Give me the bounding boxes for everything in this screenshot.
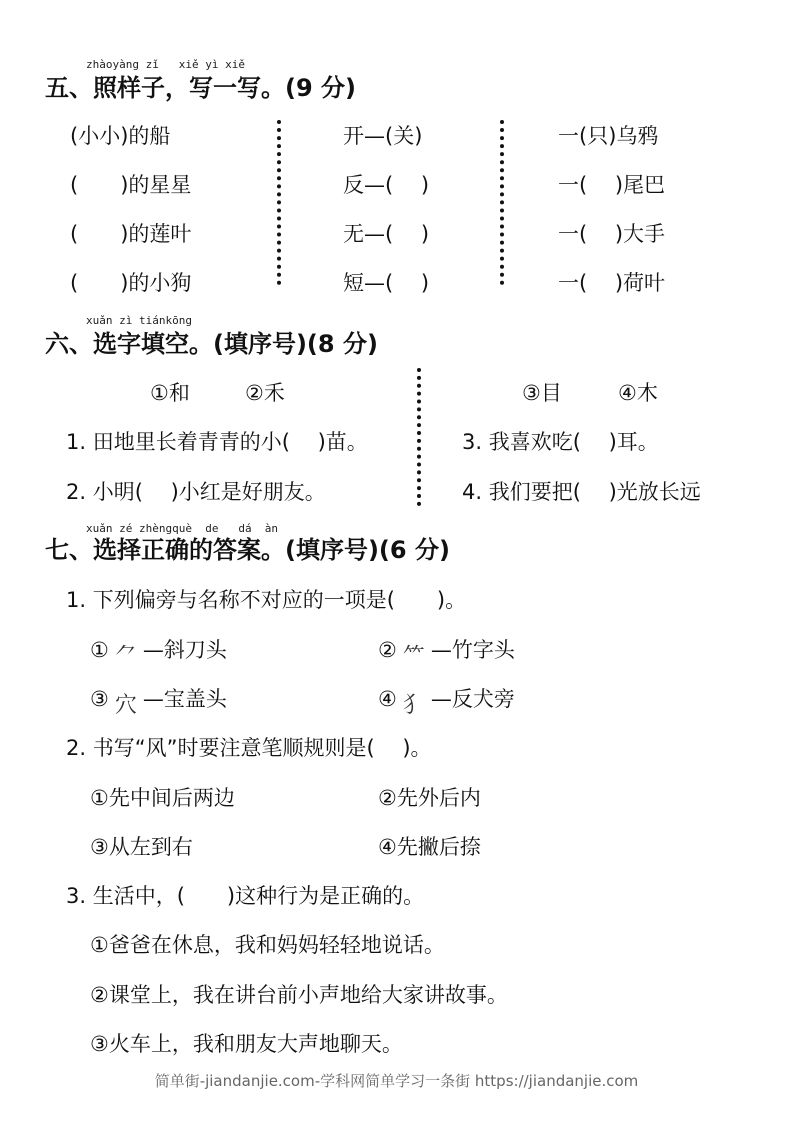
option-label: —竹字头: [430, 638, 515, 662]
dotted-divider: [277, 120, 281, 285]
option: ③目: [522, 381, 562, 405]
s5-item: 反—( ): [343, 173, 430, 197]
option-number: ③: [90, 687, 109, 711]
s5-item: ( )的星星: [70, 173, 192, 197]
s5-item: 一( )大手: [558, 222, 666, 246]
option: ①和: [150, 381, 190, 405]
option: [378, 637, 515, 670]
option-number: ②: [378, 638, 397, 662]
option: [378, 686, 515, 719]
radical-image: 穴: [114, 693, 137, 718]
option: ①先中间后两边: [90, 786, 235, 810]
question: 3. 生活中，( )这种行为是正确的。: [66, 884, 425, 908]
option: [90, 637, 227, 670]
question: 1. 下列偏旁与名称不对应的一项是( )。: [66, 588, 467, 612]
option: ②先外后内: [378, 786, 481, 810]
option-number: ①: [90, 638, 109, 662]
option-label: —宝盖头: [142, 687, 227, 711]
question: 3. 我喜欢吃( )耳。: [462, 430, 659, 454]
radical-image: ⺈: [114, 644, 137, 669]
section5-pinyin: zhàoyàng zǐ xiě yì xiě: [86, 58, 245, 71]
option: [90, 686, 227, 719]
option-label: —斜刀头: [142, 638, 227, 662]
s5-item: 开—(关): [343, 124, 423, 148]
radical-image: ⺮: [402, 644, 425, 669]
option: ②禾: [245, 381, 285, 405]
s5-item: 一( )荷叶: [558, 271, 666, 295]
radical-image: 犭: [402, 693, 425, 718]
question: 4. 我们要把( )光放长远: [462, 480, 701, 504]
section7-pinyin: xuǎn zé zhèngquè de dá àn: [86, 522, 279, 535]
s5-item: 一(只)乌鸦: [558, 124, 659, 148]
s5-item: ( )的小狗: [70, 271, 192, 295]
option-label: —反犬旁: [430, 687, 515, 711]
question: 2. 小明( )小红是好朋友。: [66, 480, 326, 504]
s5-item: (小小)的船: [70, 124, 171, 148]
section7-title: 七、选择正确的答案。(填序号)(6 分): [45, 536, 450, 564]
option: ②课堂上，我在讲台前小声地给大家讲故事。: [90, 983, 508, 1007]
question: 1. 田地里长着青青的小( )苗。: [66, 430, 368, 454]
section5-title: 五、照样子，写一写。(9 分): [45, 74, 356, 102]
s5-item: 一( )尾巴: [558, 173, 666, 197]
s5-item: ( )的莲叶: [70, 222, 192, 246]
option: ④木: [618, 381, 658, 405]
section6-title: 六、选字填空。(填序号)(8 分): [45, 330, 378, 358]
s5-item: 短—( ): [343, 271, 430, 295]
dotted-divider: [500, 120, 504, 285]
option: ①爸爸在休息，我和妈妈轻轻地说话。: [90, 933, 445, 957]
section6-pinyin: xuǎn zì tiánkōng: [86, 314, 192, 327]
question: 2. 书写“风”时要注意笔顺规则是( )。: [66, 736, 432, 760]
option: ③火车上，我和朋友大声地聊天。: [90, 1032, 403, 1056]
dotted-divider: [417, 368, 421, 506]
option: ③从左到右: [90, 835, 193, 859]
option-number: ④: [378, 687, 397, 711]
s5-item: 无—( ): [343, 222, 430, 246]
option: ④先撇后捺: [378, 835, 481, 859]
footer-watermark: 简单街-jiandanjie.com-学科网简单学习一条街 https://jiandanjie.com: [154, 1072, 639, 1090]
